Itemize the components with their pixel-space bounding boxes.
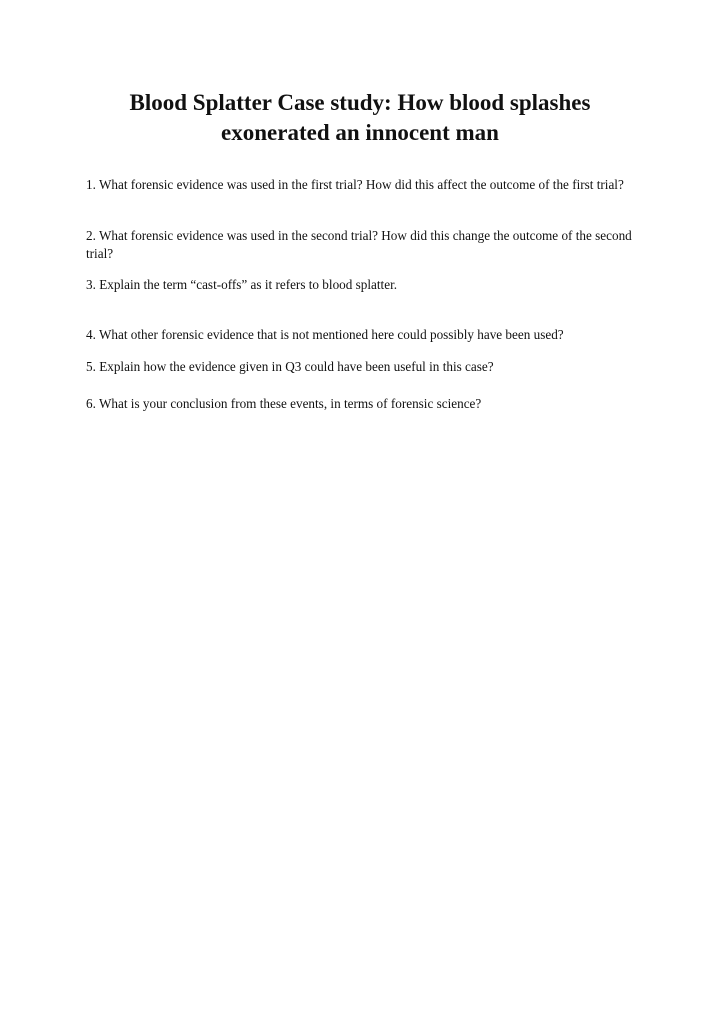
question-2: 2. What forensic evidence was used in the second trial? How did this change the outcome of the second trial? [86, 228, 632, 261]
question-1: 1. What forensic evidence was used in the first trial? How did this affect the outcome of the first trial? [86, 177, 624, 192]
question-6: 6. What is your conclusion from these events, in terms of forensic science? [86, 396, 482, 411]
document-title: Blood Splatter Case study: How blood splashes exonerated an innocent man [129, 90, 591, 145]
question-4: 4. What other forensic evidence that is not mentioned here could possibly have been used? [86, 327, 564, 342]
question-5: 5. Explain how the evidence given in Q3 could have been useful in this case? [86, 359, 494, 374]
question-3: 3. Explain the term “cast-offs” as it refers to blood splatter. [86, 277, 398, 292]
